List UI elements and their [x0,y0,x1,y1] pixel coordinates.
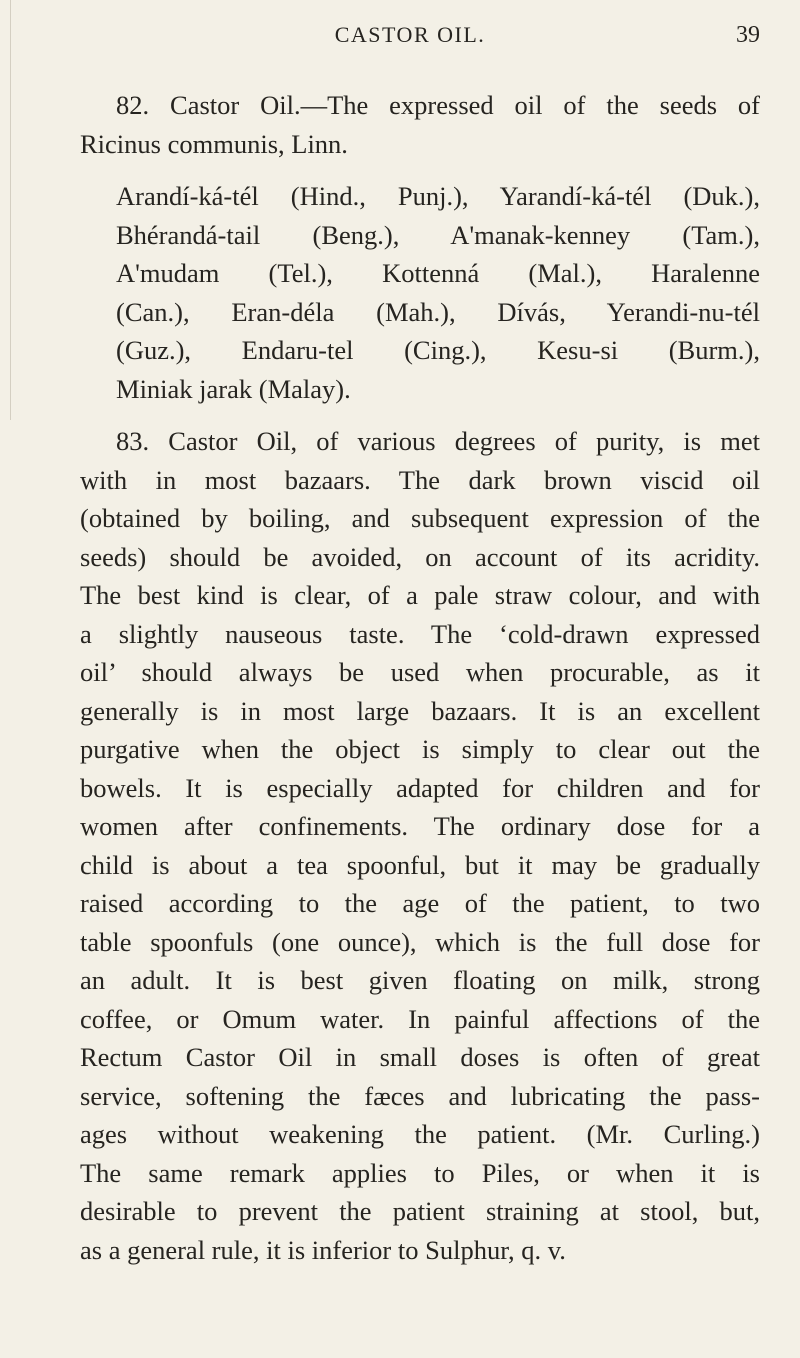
text-line: 82. Castor Oil.—The expressed oil of the seeds of [116,90,760,120]
text-line: table spoonfuls (one ounce), which is the full dose for [80,926,760,957]
page-body [80,86,760,1269]
text-line: A'mudam (Tel.), Kottenná (Mal.), Haralenne [116,258,760,288]
text-line: The best kind is clear, of a pale straw colour, and with [80,580,760,610]
text-line: coffee, or Omum water. In painful affections of the [80,1003,760,1034]
paragraph-82 [80,86,760,163]
text-line: seeds) should be avoided, on account of its acridity. [80,541,760,572]
text-line: Miniak jarak (Malay). [116,373,351,404]
paragraph-synonyms [80,177,760,408]
text-line: (Can.), Eran-déla (Mah.), Dívás, Yerandi-nu-tél [116,296,760,327]
text-line: service, softening the fæces and lubricating the pass- [80,1080,760,1111]
text-line: bowels. It is especially adapted for children and for [80,772,760,803]
text-line: generally is in most large bazaars. It is an excellent [80,695,760,726]
paragraph-83 [80,422,760,1269]
text-line: oil’ should always be used when procurable, as it [80,657,760,687]
text-line: (Guz.), Endaru-tel (Cing.), Kesu-si (Burm.), [116,335,760,365]
page-header [60,18,760,58]
text-line: purgative when the object is simply to clear out the [80,734,760,764]
text-line: Rectum Castor Oil in small doses is often of great [80,1042,760,1072]
text-line: with in most bazaars. The dark brown viscid oil [80,464,760,495]
page-number: 39 [736,22,760,48]
text-line: desirable to prevent the patient straining at stool, but, [80,1196,760,1226]
text-line: Arandí-ká-tél (Hind., Punj.), Yarandí-ká-tél (Duk.), [116,181,760,211]
text-line: Bhérandá-tail (Beng.), A'manak-kenney (Tam.), [116,219,760,250]
text-line: child is about a tea spoonful, but it may be gradually [80,849,760,880]
text-line: Ricinus communis, Linn. [80,128,348,159]
text-line: raised according to the age of the patient, to two [80,888,760,918]
text-line: a slightly nauseous taste. The ‘cold-drawn expressed [80,618,760,649]
text-line: as a general rule, it is inferior to Sulphur, q. v. [80,1234,566,1265]
running-head: CASTOR OIL. [334,22,486,47]
text-line: ages without weakening the patient. (Mr. Curling.) [80,1119,760,1149]
text-line: 83. Castor Oil, of various degrees of purity, is met [116,426,760,456]
text-line: women after confinements. The ordinary dose for a [80,811,760,841]
text-line: (obtained by boiling, and subsequent expression of the [80,503,760,533]
text-line: an adult. It is best given floating on milk, strong [80,965,760,995]
page-binding-edge [0,0,11,420]
text-line: The same remark applies to Piles, or when it is [80,1157,760,1188]
